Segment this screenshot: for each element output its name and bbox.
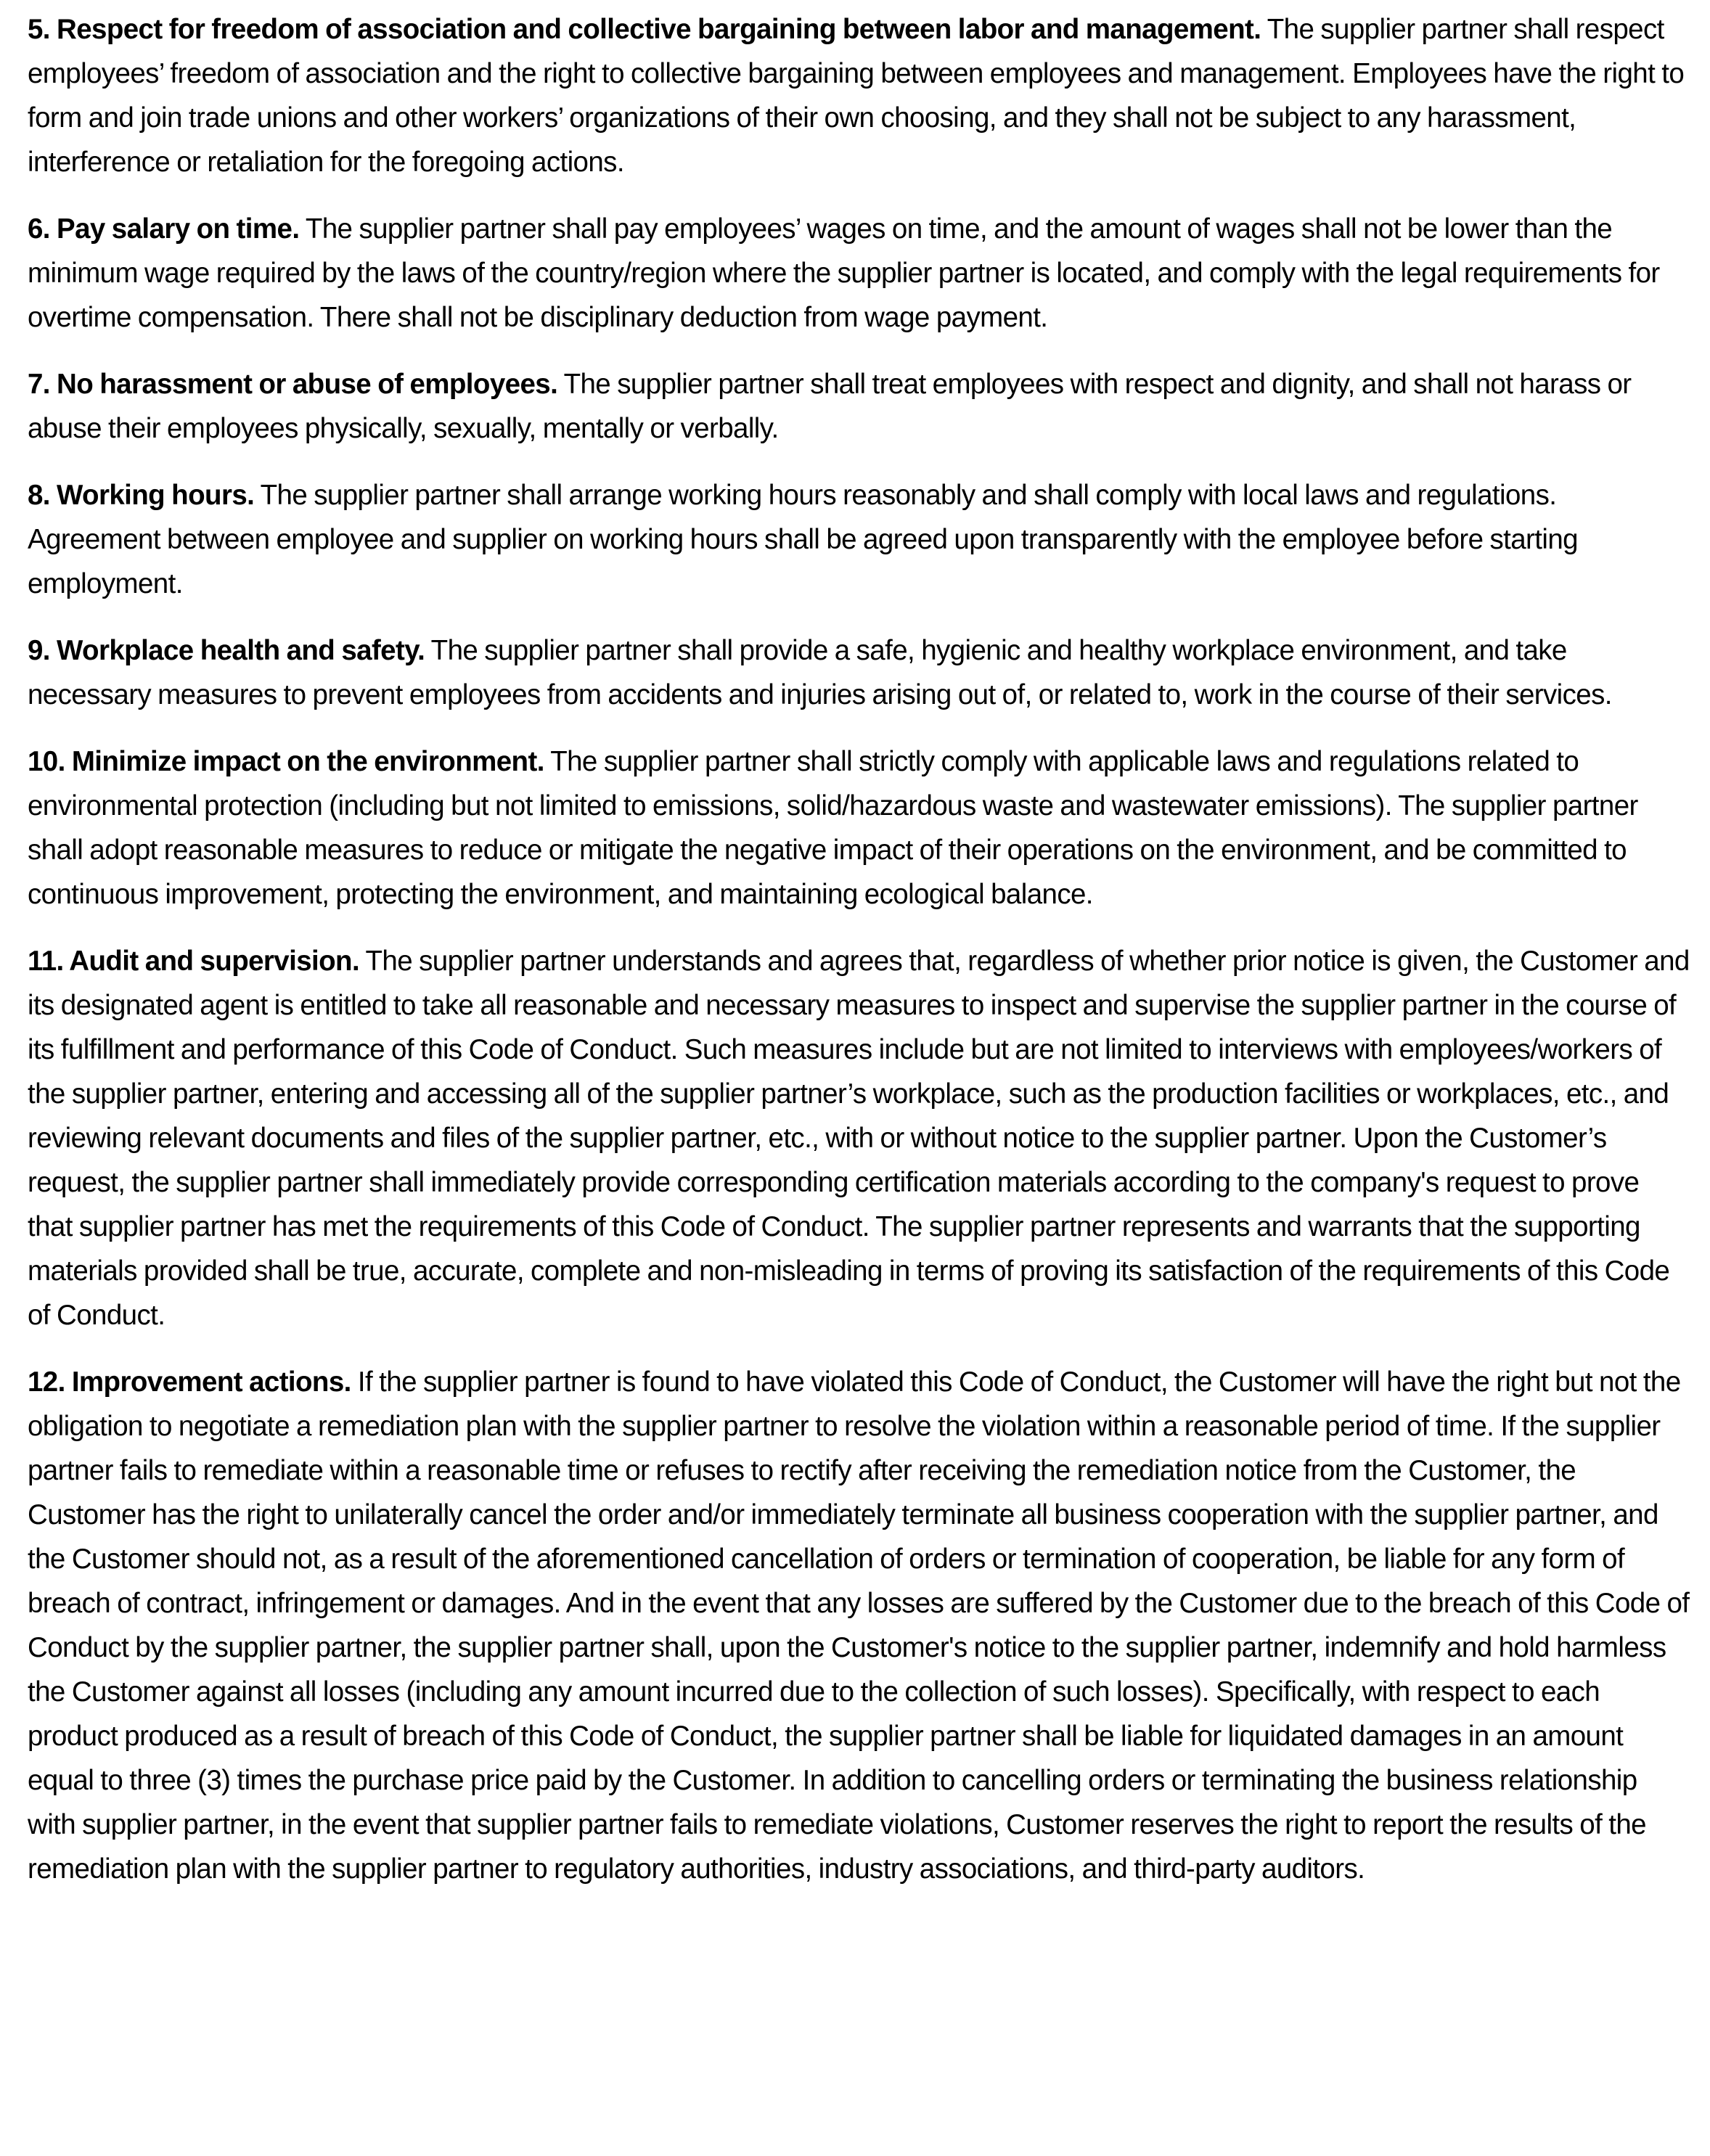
clause-11-audit-supervision bbox=[28, 939, 1690, 1337]
clause-title: 11. Audit and supervision. bbox=[28, 946, 360, 977]
clause-body: The supplier partner shall treat employees with respect and dignity, and shall not harass or abuse their employees physically, sexually, mentally or verbally. bbox=[28, 369, 1632, 444]
clause-title: 8. Working hours. bbox=[28, 480, 255, 511]
clause-body: If the supplier partner is found to have violated this Code of Conduct, the Customer will have the right but not the obligation to negotiate a remediation plan with the supplier partner to resolve the violation within a reasonable period of time. If the supplier partner fails to remediate within a reasonable time or refuses to rectify after receiving the remediation notice from the Customer, the Customer has the right to unilaterally cancel the order and/or immediately terminate all business cooperation with the supplier partner, and the Customer should not, as a result of the aforementioned cancellation of orders or termination of cooperation, be liable for any form of breach of contract, infringement or damages. And in the event that any losses are suffered by the Customer due to the breach of this Code of Conduct by the supplier partner, the supplier partner shall, upon the Customer's notice to the supplier partner, indemnify and hold harmless the Customer against all losses (including any amount incurred due to the collection of such losses). Specifically, with respect to each product produced as a result of breach of this Code of Conduct, the supplier partner shall be liable for liquidated damages in an amount equal to three (3) times the purchase price paid by the Customer. In addition to cancelling orders or terminating the business relationship with supplier partner, in the event that supplier partner fails to remediate violations, Customer reserves the right to report the results of the remediation plan with the supplier partner to regulatory authorities, industry associations, and third-party auditors. bbox=[28, 1366, 1690, 1885]
clause-body: The supplier partner shall provide a safe, hygienic and healthy workplace environment, and take necessary measures to prevent employees from accidents and injuries arising out of, or related to, work in the course of their services. bbox=[28, 635, 1612, 710]
clause-title: 10. Minimize impact on the environment. bbox=[28, 746, 544, 777]
clause-title: 12. Improvement actions. bbox=[28, 1366, 351, 1398]
clause-5-freedom-of-association bbox=[28, 7, 1690, 184]
clause-body: The supplier partner shall strictly comply with applicable laws and regulations related to environmental protection (including but not limited to emissions, solid/hazardous waste and wastewater emissions). The supplier partner shall adopt reasonable measures to reduce or mitigate the negative impact of their operations on the environment, and be committed to continuous improvement, protecting the environment, and maintaining ecological balance. bbox=[28, 746, 1638, 910]
clause-body: The supplier partner shall arrange working hours reasonably and shall comply with local laws and regulations. Agreement between employee and supplier on working hours shall be agreed upon transparently with the employee before starting employment. bbox=[28, 480, 1578, 599]
clause-body: The supplier partner shall pay employees’ wages on time, and the amount of wages shall not be lower than the minimum wage required by the laws of the country/region where the supplier partner is located, and comply with the legal requirements for overtime compensation. There shall not be disciplinary deduction from wage payment. bbox=[28, 213, 1660, 333]
clause-title: 9. Workplace health and safety. bbox=[28, 635, 425, 666]
clause-title: 7. No harassment or abuse of employees. bbox=[28, 369, 558, 400]
clause-6-pay-salary bbox=[28, 207, 1690, 340]
document-page bbox=[28, 7, 1690, 1914]
clause-body: The supplier partner shall respect employees’ freedom of association and the right to collective bargaining between employees and management. Employees have the right to form and join trade unions and other workers’ organizations of their own choosing, and they shall not be subject to any harassment, interference or retaliation for the foregoing actions. bbox=[28, 14, 1685, 178]
clause-9-health-safety bbox=[28, 628, 1690, 717]
clause-12-improvement-actions bbox=[28, 1360, 1690, 1891]
clause-10-environment bbox=[28, 739, 1690, 917]
clause-body: The supplier partner understands and agrees that, regardless of whether prior notice is given, the Customer and its designated agent is entitled to take all reasonable and necessary measures to inspect and supervise the supplier partner in the course of its fulfillment and performance of this Code of Conduct. Such measures include but are not limited to interviews with employees/workers of the supplier partner, entering and accessing all of the supplier partner’s workplace, such as the production facilities or workplaces, etc., and reviewing relevant documents and files of the supplier partner, etc., with or without notice to the supplier partner. Upon the Customer’s request, the supplier partner shall immediately provide corresponding certification materials according to the company's request to prove that supplier partner has met the requirements of this Code of Conduct. The supplier partner represents and warrants that the supporting materials provided shall be true, accurate, complete and non-misleading in terms of proving its satisfaction of the requirements of this Code of Conduct. bbox=[28, 946, 1690, 1331]
clause-title: 5. Respect for freedom of association and collective bargaining between labor and management. bbox=[28, 14, 1261, 45]
clause-title: 6. Pay salary on time. bbox=[28, 213, 300, 245]
clause-7-no-harassment bbox=[28, 362, 1690, 451]
clause-8-working-hours bbox=[28, 473, 1690, 606]
